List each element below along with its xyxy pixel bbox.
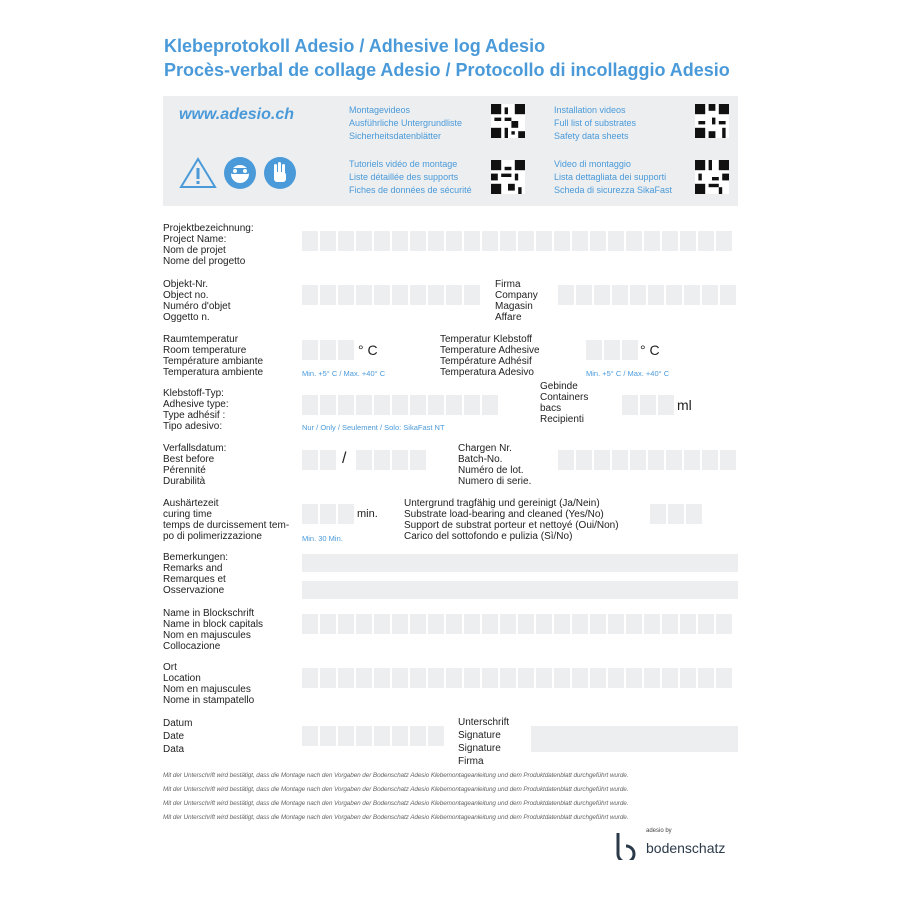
gloves-icon [263, 156, 297, 195]
location-field[interactable] [302, 668, 732, 688]
date-label: Datum Date Data [163, 718, 193, 755]
adhesive-type-hint: Nur / Only / Seulement / Solo: SikaFast NT [302, 423, 445, 432]
company-field[interactable] [558, 285, 736, 305]
curing-time-field[interactable] [302, 504, 354, 524]
curing-time-hint: Min. 30 Min. [302, 534, 343, 543]
substrate-check-label: Untergrund tragfähig und gereinigt (Ja/Nein) Substrate load-bearing and cleaned (Yes/No) Support de substrat porteur et nettoyé (Oui/Non) Carico del sottofondo e pulizia (Sì/No) [404, 498, 619, 542]
qr-code-icon[interactable] [491, 104, 525, 138]
remarks-field-line1[interactable] [302, 554, 738, 572]
containers-unit: ml [677, 397, 692, 413]
link-item[interactable]: Tutoriels vidéo de montage [349, 159, 458, 169]
links-fr [349, 158, 472, 197]
remarks-label: Bemerkungen: Remarks and Remarques et Osservazione [163, 552, 229, 596]
room-temperature-hint: Min. +5° C / Max. +40° C [302, 369, 386, 378]
adhesive-type-label: Klebstoff-Typ: Adhesive type: Type adhésif : Tipo adesivo: [163, 388, 229, 432]
date-field[interactable] [302, 726, 444, 746]
bodenschatz-logo-icon [614, 832, 640, 860]
link-item[interactable]: Installation videos [554, 105, 626, 115]
brand-tagline: adesio by [646, 828, 672, 834]
info-banner [163, 96, 738, 206]
substrate-check-field[interactable] [650, 504, 702, 524]
containers-label: Gebinde Containers bacs Recipienti [540, 381, 589, 425]
adhesive-temperature-field[interactable] [586, 340, 638, 360]
link-item[interactable]: Fiches de données de sécurité [349, 185, 472, 195]
qr-code-icon[interactable] [491, 160, 525, 194]
page-title: Klebeprotokoll Adesio / Adhesive log Adesio [164, 36, 546, 56]
name-block-field[interactable] [302, 614, 732, 634]
project-label: Projektbezeichnung: Project Name: Nom de projet Nome del progetto [163, 223, 254, 267]
company-label: Firma Company Magasin Affare [495, 279, 538, 323]
project-name-field[interactable] [302, 231, 732, 251]
link-item[interactable]: Scheda di sicurezza SikaFast [554, 185, 673, 195]
object-number-field[interactable] [302, 285, 480, 305]
link-item[interactable]: Safety data sheets [554, 131, 629, 141]
expiry-date-label: Verfallsdatum: Best before Pérennité Durabilità [163, 443, 227, 487]
room-temperature-unit: ° C [358, 342, 378, 358]
warning-icon [179, 156, 217, 195]
batch-number-field[interactable] [558, 450, 736, 470]
curing-time-unit: min. [357, 508, 378, 520]
footer-note: Mit der Unterschrift wird bestätigt, dass die Montage nach den Vorgaben der Bodenschatz Adesio Klebemontageanleitung und dem Produktdatenblatt durchgeführt wurde. [163, 800, 629, 807]
brand-name: bodenschatz [646, 840, 726, 856]
batch-number-label: Chargen Nr. Batch-No. Numéro de lot. Numero di serie. [458, 443, 532, 487]
link-item[interactable]: Liste détaillée des supports [349, 172, 459, 182]
adhesive-temperature-label: Temperatur Klebstoff Temperature Adhesive Température Adhésif Temperatura Adesivo [440, 334, 540, 378]
room-temperature-label: Raumtemperatur Room temperature Température ambiante Temperatura ambiente [163, 334, 264, 378]
location-label: Ort Location Nom en majuscules Nome in stampatello [163, 662, 255, 706]
adhesive-type-field[interactable] [302, 395, 498, 415]
link-item[interactable]: Full list of substrates [554, 118, 637, 128]
links-de [349, 104, 462, 143]
link-item[interactable]: Sicherheitsdatenblätter [349, 131, 442, 141]
footer-note: Mit der Unterschrift wird bestätigt, dass die Montage nach den Vorgaben der Bodenschatz Adesio Klebemontageanleitung und dem Produktdatenblatt durchgeführt wurde. [163, 814, 629, 821]
remarks-field-line2[interactable] [302, 581, 738, 599]
signature-field[interactable] [531, 726, 738, 752]
containers-field[interactable] [622, 395, 674, 415]
link-item[interactable]: Montagevideos [349, 105, 411, 115]
footer-note: Mit der Unterschrift wird bestätigt, dass die Montage nach den Vorgaben der Bodenschatz Adesio Klebemontageanleitung und dem Produktdatenblatt durchgeführt wurde. [163, 786, 629, 793]
expiry-month-field[interactable] [302, 450, 336, 470]
expiry-year-field[interactable] [356, 450, 426, 470]
adhesive-temperature-hint: Min. +5° C / Max. +40° C [586, 369, 670, 378]
object-label: Objekt-Nr. Object no. Numéro d'objet Oggetto n. [163, 279, 231, 323]
curing-time-label: Aushärtezeit curing time temps de durcissement tem- po di polimerizzazione [163, 498, 290, 542]
links-en [554, 104, 636, 143]
signature-label: Unterschrift Signature Signature Firma [458, 717, 510, 767]
link-item[interactable]: Lista dettagliata dei supporti [554, 172, 667, 182]
qr-code-icon[interactable] [695, 104, 729, 138]
website-link[interactable]: www.adesio.ch [179, 106, 294, 123]
adhesive-temperature-unit: ° C [640, 342, 660, 358]
room-temperature-field[interactable] [302, 340, 354, 360]
page-subtitle: Procès-verbal de collage Adesio / Protocollo di incollaggio Adesio [164, 60, 730, 80]
footer-note: Mit der Unterschrift wird bestätigt, dass die Montage nach den Vorgaben der Bodenschatz Adesio Klebemontageanleitung und dem Produktdatenblatt durchgeführt wurde. [163, 772, 629, 779]
expiry-separator: / [342, 450, 347, 467]
link-item[interactable]: Ausführliche Untergrundliste [349, 118, 463, 128]
qr-code-icon[interactable] [695, 160, 729, 194]
link-item[interactable]: Video di montaggio [554, 159, 631, 169]
goggles-icon [223, 156, 257, 195]
links-it [554, 158, 672, 197]
name-block-label: Name in Blockschrift Name in block capitals Nom en majuscules Collocazione [163, 608, 264, 652]
